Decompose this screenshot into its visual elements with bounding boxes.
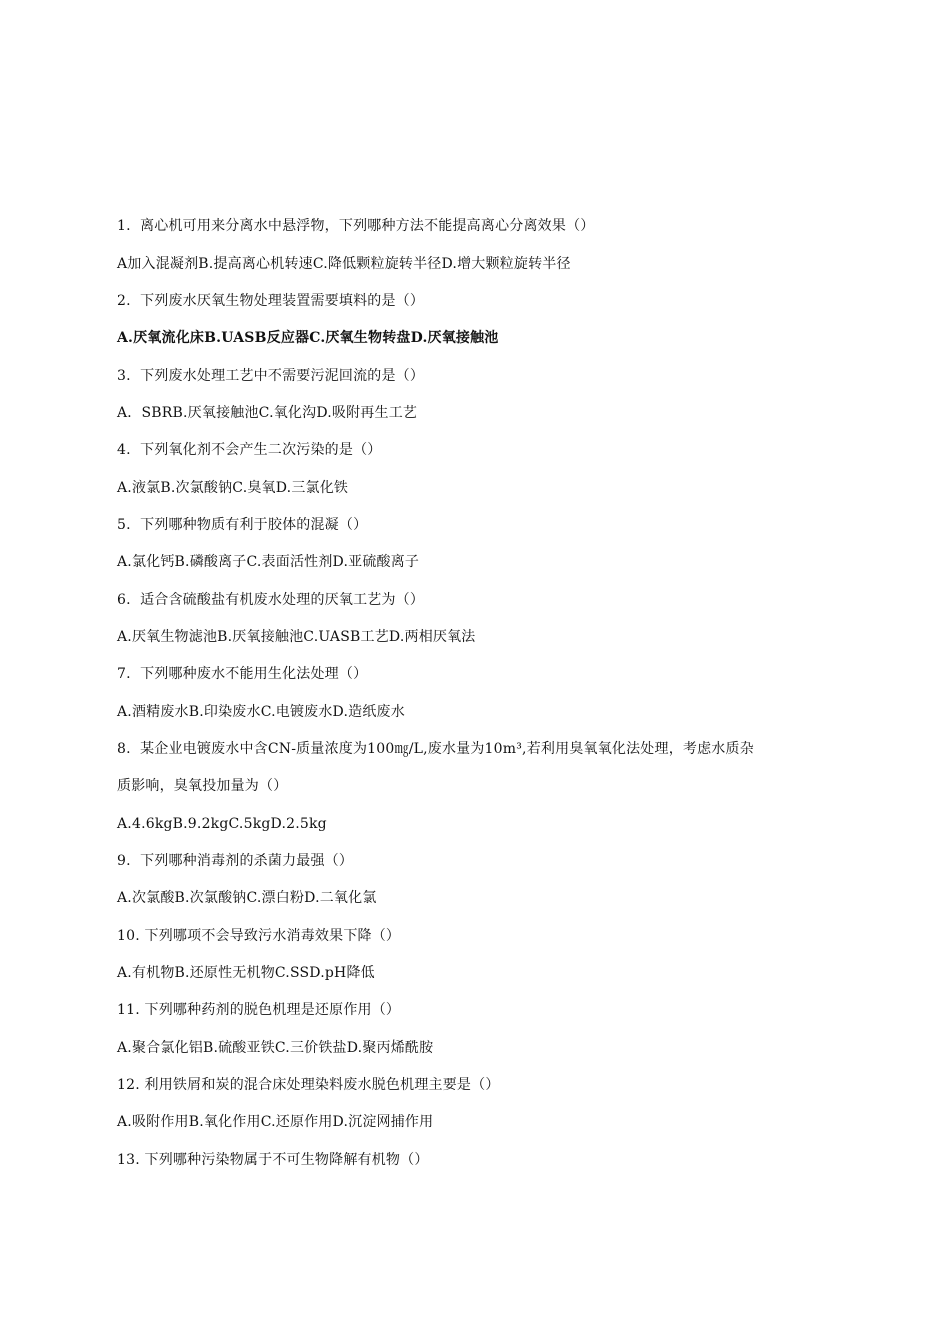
- question-text: 下列氧化剂不会产生二次污染的是（）: [140, 442, 382, 458]
- question-3: [117, 366, 877, 386]
- question-text: 下列哪种消毒剂的杀菌力最强（）: [140, 853, 354, 869]
- question-text: 某企业电镀废水中含CN-质量浓度为100㎎/L,废水量为10m³,若利用臭氧氧化法处理，考虑水质杂: [140, 741, 754, 757]
- question-number: 8.: [117, 741, 131, 757]
- question-number: 4.: [117, 442, 131, 458]
- question-13: [117, 1150, 877, 1170]
- question-text: 下列哪种废水不能用生化法处理（）: [140, 666, 368, 682]
- question-7: [117, 664, 877, 684]
- question-text: 下列哪种药剂的脱色机理是还原作用（）: [144, 1002, 401, 1018]
- question-text: 下列哪种物质有利于胶体的混凝（）: [140, 517, 368, 533]
- question-7-options: A.酒精废水B.印染废水C.电镀废水D.造纸废水: [117, 704, 405, 720]
- question-11: [117, 1000, 877, 1020]
- question-1-options: A加入混凝剂B.提高离心机转速C.降低颗粒旋转半径D.增大颗粒旋转半径: [117, 256, 571, 272]
- question-text: 下列哪种污染物属于不可生物降解有机物（）: [144, 1152, 429, 1168]
- question-2-options: A.厌氧流化床B.UASB反应器C.厌氧生物转盘D.厌氧接触池: [117, 330, 499, 346]
- question-number: 13.: [117, 1152, 140, 1168]
- question-number: 2.: [117, 293, 131, 309]
- question-10-options: A.有机物B.还原性无机物C.SSD.pH降低: [117, 965, 375, 981]
- question-9-options: A.次氯酸B.次氯酸钠C.漂白粉D.二氧化氯: [117, 890, 377, 906]
- question-text: 利用铁屑和炭的混合床处理染料废水脱色机理主要是（）: [144, 1077, 500, 1093]
- question-3-options: A．SBRB.厌氧接触池C.氧化沟D.吸附再生工艺: [117, 405, 418, 421]
- question-text: 下列废水厌氧生物处理装置需要填料的是（）: [140, 293, 425, 309]
- question-8-continued: 质影响，臭氧投加量为（）: [117, 778, 288, 794]
- question-number: 11.: [117, 1002, 140, 1018]
- question-number: 3.: [117, 368, 131, 384]
- question-12: [117, 1075, 877, 1095]
- question-5-options: A.氯化钙B.磷酸离子C.表面活性剂D.亚硫酸离子: [117, 554, 420, 570]
- question-number: 9.: [117, 853, 131, 869]
- question-1: [117, 216, 877, 236]
- question-2: [117, 291, 877, 311]
- question-6-options: A.厌氧生物滤池B.厌氧接触池C.UASB工艺D.两相厌氧法: [117, 629, 476, 645]
- question-text: 下列哪项不会导致污水消毒效果下降（）: [144, 928, 401, 944]
- question-text: 下列废水处理工艺中不需要污泥回流的是（）: [140, 368, 425, 384]
- question-8: [117, 739, 877, 759]
- question-number: 10.: [117, 928, 140, 944]
- question-text: 离心机可用来分离水中悬浮物，下列哪种方法不能提高离心分离效果（）: [140, 218, 595, 234]
- question-10: [117, 926, 877, 946]
- question-number: 12.: [117, 1077, 140, 1093]
- question-12-options: A.吸附作用B.氧化作用C.还原作用D.沉淀网捕作用: [117, 1114, 434, 1130]
- question-number: 5.: [117, 517, 131, 533]
- question-11-options: A.聚合氯化铝B.硫酸亚铁C.三价铁盐D.聚丙烯酰胺: [117, 1040, 434, 1056]
- question-8-options: A.4.6kgB.9.2kgC.5kgD.2.5kg: [117, 816, 327, 832]
- question-number: 1.: [117, 218, 131, 234]
- question-number: 7.: [117, 666, 131, 682]
- question-4-options: A.液氯B.次氯酸钠C.臭氧D.三氯化铁: [117, 480, 349, 496]
- question-5: [117, 515, 877, 535]
- question-number: 6.: [117, 592, 131, 608]
- question-4: [117, 440, 877, 460]
- question-text: 适合含硫酸盐有机废水处理的厌氧工艺为（）: [140, 592, 425, 608]
- question-6: [117, 590, 877, 610]
- question-9: [117, 851, 877, 871]
